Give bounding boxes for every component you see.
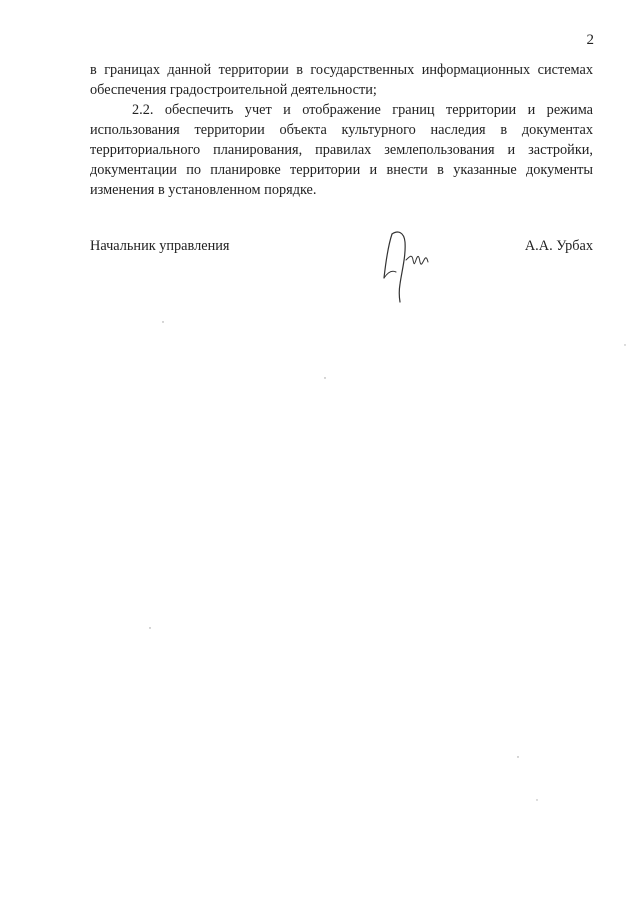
signatory-name: А.А. Урбах	[524, 238, 593, 254]
signature-block	[90, 236, 593, 256]
signatory-title: Начальник управления	[90, 238, 230, 254]
handwritten-signature	[378, 226, 434, 306]
page-number: 2	[586, 32, 594, 48]
document-body	[90, 60, 593, 200]
paragraph-continuation: в границах данной территории в государственных информационных системах обеспечения градостроительной деятельности;	[90, 62, 593, 98]
paragraph-item-2-2: 2.2. обеспечить учет и отображение границ территории и режима использования территории объекта культурного наследия в документах территориального планирования, правилах землепользования и застройки, документации по планировке территории и внести в указанные документы изменения в установленном порядке.	[90, 102, 593, 198]
